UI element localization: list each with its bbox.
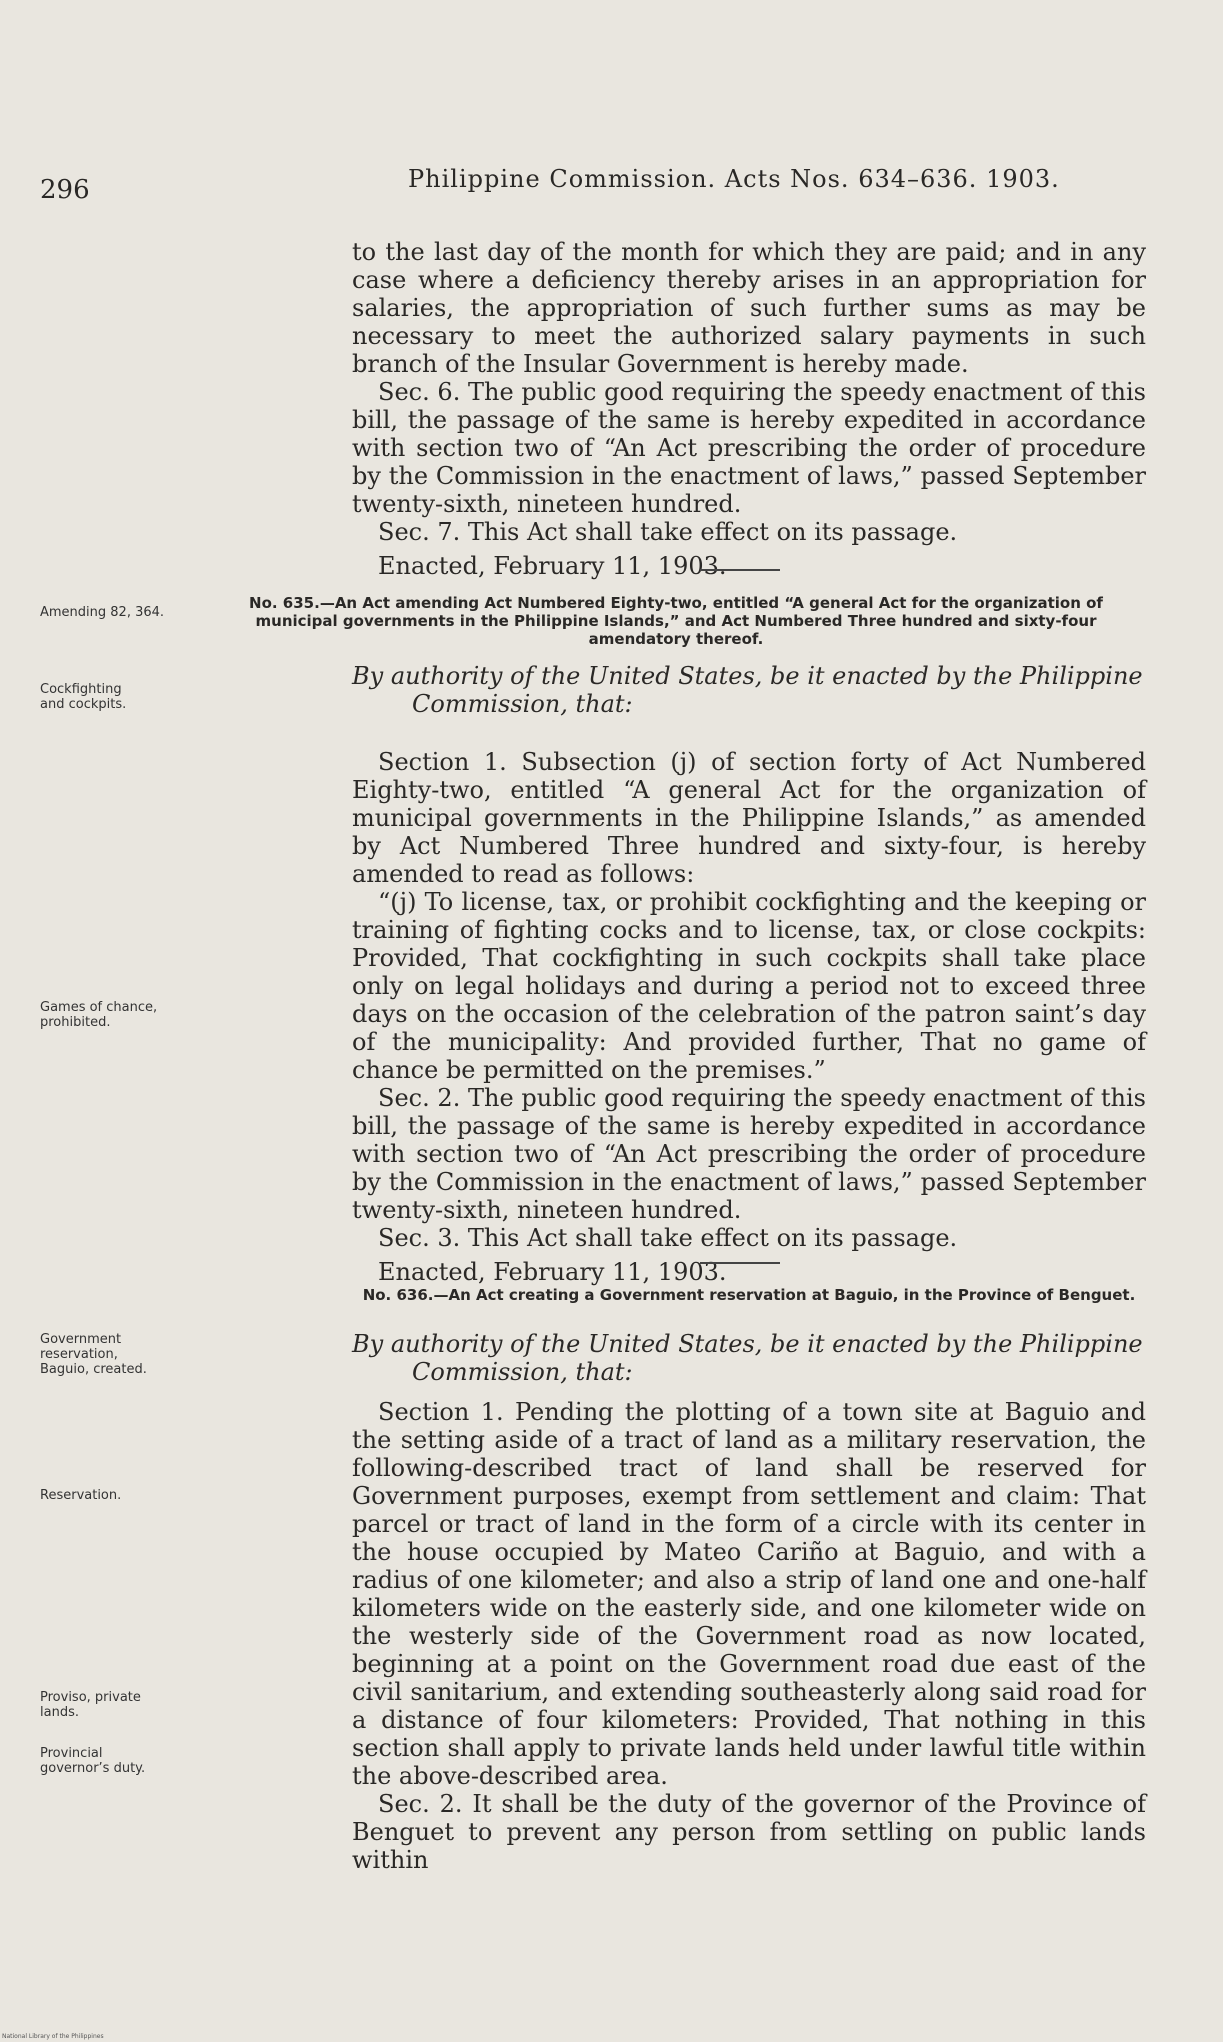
act635-sec3: Sec. 3. This Act shall take effect on its passage. — [378, 1224, 958, 1252]
act634-sec6: Sec. 6. The public good requiring the speedy enactment of this bill, the passage of the same is hereby expedited in accordance with section two of “An Act prescribing the order of procedure by the Commission in the enactment of laws,” passed September twenty-sixth, nineteen hundred. — [352, 378, 1146, 518]
act635-authority-line1: By authority of the United States, be it enacted by the Philippine — [352, 662, 1143, 690]
act636-authority-line1: By authority of the United States, be it enacted by the Philippine — [352, 1330, 1143, 1358]
margin-note-proviso: Proviso, private lands. — [40, 1690, 141, 1720]
section-divider — [700, 1262, 780, 1264]
act635-authority-line2: Commission, that: — [412, 690, 633, 718]
act635-authority — [352, 662, 1146, 718]
margin-note-provincial: Provincial governor’s duty. — [40, 1746, 146, 1776]
act635-enacted: Enacted, February 11, 1903. — [378, 1258, 727, 1286]
act634-para1: to the last day of the month for which they are paid; and in any case where a deficiency thereby arises in an appropriation for salaries, the appropriation of such further sums as may be necessary to meet the authorized salary payments in such branch of the Insular Government is hereby made. — [352, 238, 1146, 378]
section-divider — [700, 569, 780, 571]
margin-note-cockfighting: Cockfighting and cockpits. — [40, 682, 127, 712]
act636-title: No. 636.—An Act creating a Government reservation at Baguio, in the Province of Benguet. — [362, 1286, 1136, 1304]
act636-body — [352, 1398, 1146, 1874]
act635-sec2: Sec. 2. The public good requiring the speedy enactment of this bill, the passage of the same is hereby expedited in accordance with section two of “An Act prescribing the order of procedure by the Commission in the enactment of laws,” passed September twenty-sixth, nineteen hundred. — [352, 1084, 1146, 1224]
act636-authority — [352, 1330, 1146, 1386]
act634-sec7: Sec. 7. This Act shall take effect on its passage. — [378, 518, 958, 546]
act636-authority-line2: Commission, that: — [412, 1358, 633, 1386]
running-head: Philippine Commission. Acts Nos. 634–636. 1903. — [408, 165, 1060, 193]
act636-sec1: Section 1. Pending the plotting of a town site at Baguio and the setting aside of a tract of land as a military reservation, the following-described tract of land shall be reserved for Government purposes, exempt from settlement and claim: That parcel or tract of land in the form of a circle with its center in the house occupied by Mateo Cariño at Baguio, and with a radius of one kilometer; and also a strip of land one and one-half kilometers wide on the easterly side, and one kilometer wide on the westerly side of the Government road as now located, beginning at a point on the Government road due east of the civil sanitarium, and extending southeasterly along said road for a distance of four kilometers: Provided, That nothing in this section shall apply to private lands held under lawful title within the above-described area. — [352, 1398, 1146, 1790]
scan-credit: National Library of the Philippines — [2, 2033, 104, 2040]
act634-end-block — [352, 238, 1146, 580]
act635-sec1: Section 1. Subsection (j) of section forty of Act Numbered Eighty-two, entitled “A general Act for the organization of municipal governments in the Philippine Islands,” as amended by Act Numbered Three hundred and sixty-four, is hereby amended to read as follows: — [352, 748, 1146, 888]
margin-note-amending: Amending 82, 364. — [40, 605, 165, 620]
act634-enacted: Enacted, February 11, 1903. — [378, 552, 727, 580]
page-number: 296 — [40, 175, 90, 205]
act635-title: No. 635.—An Act amending Act Numbered Eighty-two, entitled “A general Act for the organization of municipal governments in the Philippine Islands,” and Act Numbered Three hundred and sixty-four amendatory thereof. — [249, 594, 1103, 648]
act635-body — [352, 748, 1146, 1286]
act636-sec2: Sec. 2. It shall be the duty of the governor of the Province of Benguet to prevent any person from settling on public lands within — [352, 1790, 1146, 1874]
margin-note-government-reservation: Government reservation, Baguio, created. — [40, 1332, 147, 1377]
margin-note-reservation: Reservation. — [40, 1488, 122, 1503]
act635-subsection-j: “(j) To license, tax, or prohibit cockfighting and the keeping or training of fighting cocks and to license, tax, or close cockpits: Provided, That cockfighting in such cockpits shall take place only on legal holidays and during a period not to exceed three days on the occasion of the celebration of the patron saint’s day of the municipality: And provided further, That no game of chance be permitted on the premises.” — [352, 888, 1146, 1084]
margin-note-games: Games of chance, prohibited. — [40, 1000, 158, 1030]
